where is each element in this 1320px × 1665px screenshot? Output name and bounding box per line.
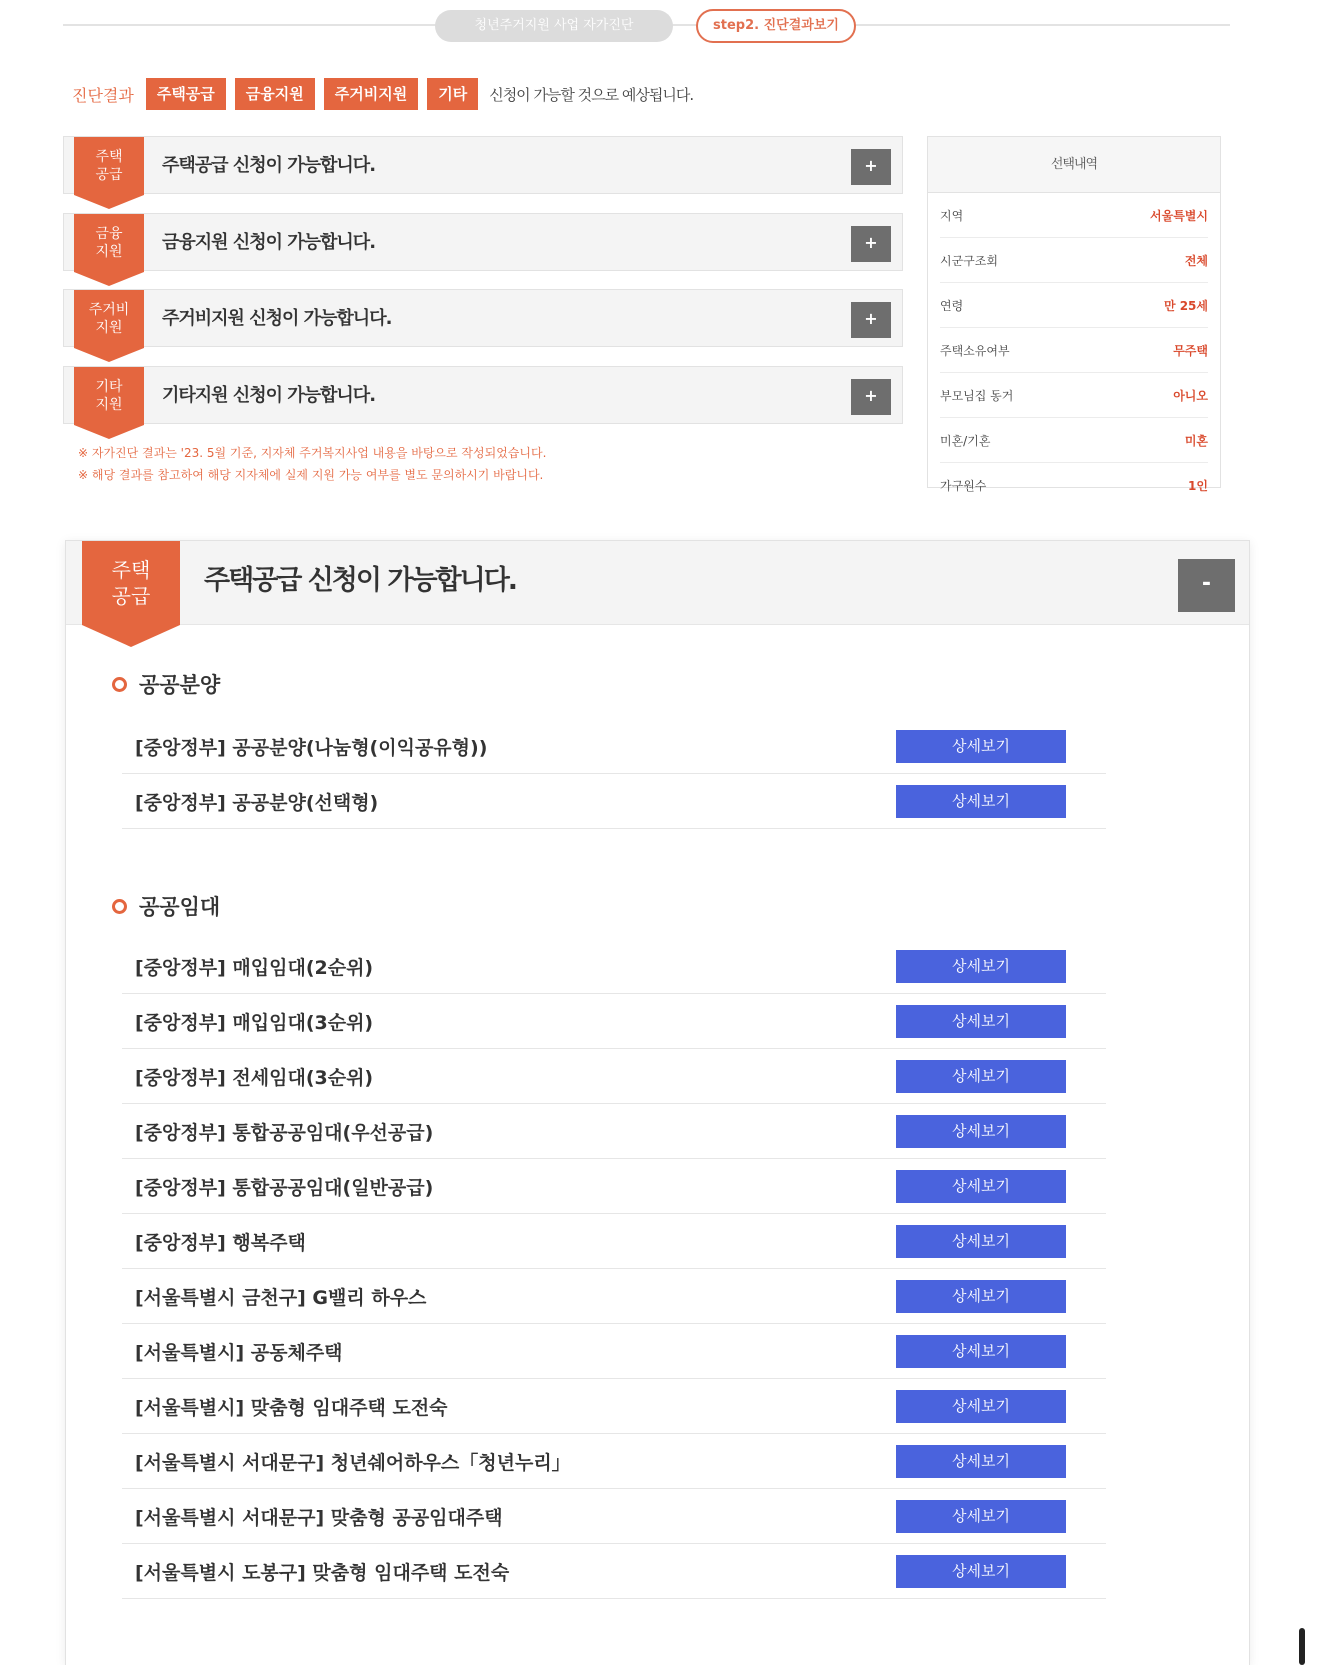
scrollbar-thumb[interactable] xyxy=(1299,1628,1305,1665)
list-item: [중앙정부] 통합공공임대(우선공급) 상세보기 xyxy=(122,1104,1106,1159)
detail-button[interactable]: 상세보기 xyxy=(896,1390,1066,1423)
category-badge: 금융 지원 xyxy=(74,214,144,272)
list-item: [중앙정부] 매입임대(2순위) 상세보기 xyxy=(122,939,1106,994)
panel-title: 주택공급 신청이 가능합니다. xyxy=(204,565,517,596)
category-badge: 주택 공급 xyxy=(74,137,144,195)
selection-row: 미혼/기혼 미혼 xyxy=(940,418,1208,463)
selection-title: 선택내역 xyxy=(928,137,1220,193)
detail-button[interactable]: 상세보기 xyxy=(896,1060,1066,1093)
public-sale-list xyxy=(122,719,1106,829)
list-item: [서울특별시] 공동체주택 상세보기 xyxy=(122,1324,1106,1379)
housing-supply-panel xyxy=(65,540,1250,1665)
chip-housing-cost-support: 주거비지원 xyxy=(324,78,418,110)
detail-button[interactable]: 상세보기 xyxy=(896,730,1066,763)
detail-button[interactable]: 상세보기 xyxy=(896,1280,1066,1313)
detail-button[interactable]: 상세보기 xyxy=(896,1115,1066,1148)
list-item: [서울특별시] 맞춤형 임대주택 도전숙 상세보기 xyxy=(122,1379,1106,1434)
category-badge: 주거비 지원 xyxy=(74,290,144,348)
category-badge: 기타 지원 xyxy=(74,367,144,425)
accordion-title: 기타지원 신청이 가능합니다. xyxy=(162,385,376,406)
detail-button[interactable]: 상세보기 xyxy=(896,1225,1066,1258)
notice-text: ※ 해당 결과를 참고하여 해당 지자체에 실제 지원 가능 여부를 별도 문의하시기 바랍니다. xyxy=(78,468,544,482)
detail-button[interactable]: 상세보기 xyxy=(896,950,1066,983)
expand-button[interactable]: + xyxy=(851,302,891,338)
accordion-title: 주택공급 신청이 가능합니다. xyxy=(162,155,376,176)
selection-row: 연령 만 25세 xyxy=(940,283,1208,328)
section-title: 공공분양 xyxy=(139,673,221,697)
diagnosis-message: 신청이 가능할 것으로 예상됩니다. xyxy=(489,85,694,104)
detail-button[interactable]: 상세보기 xyxy=(896,1170,1066,1203)
section-public-sale xyxy=(112,669,220,699)
chip-financial-support: 금융지원 xyxy=(235,78,315,110)
accordion-title: 금융지원 신청이 가능합니다. xyxy=(162,232,376,253)
selection-summary-panel xyxy=(927,136,1221,493)
accordion-financial-support[interactable] xyxy=(63,213,903,271)
list-item: [중앙정부] 공공분양(나눔형(이익공유형)) 상세보기 xyxy=(122,719,1106,774)
selection-row: 주택소유여부 무주택 xyxy=(940,328,1208,373)
chip-housing-supply: 주택공급 xyxy=(146,78,226,110)
list-item: [중앙정부] 공공분양(선택형) 상세보기 xyxy=(122,774,1106,829)
step1-tab[interactable]: 청년주거지원 사업 자가진단 xyxy=(435,10,673,42)
selection-row: 시군구조회 전체 xyxy=(940,238,1208,283)
list-item: [서울특별시 도봉구] 맞춤형 임대주택 도전숙 상세보기 xyxy=(122,1544,1106,1599)
accordion-housing-supply[interactable] xyxy=(63,136,903,194)
list-item: [서울특별시 금천구] G밸리 하우스 상세보기 xyxy=(122,1269,1106,1324)
diagnosis-label: 진단결과 xyxy=(72,85,134,105)
accordion-other-support[interactable] xyxy=(63,366,903,424)
diagnosis-row xyxy=(72,78,693,110)
section-public-rental xyxy=(112,891,220,921)
detail-button[interactable]: 상세보기 xyxy=(896,785,1066,818)
expand-button[interactable]: + xyxy=(851,379,891,415)
detail-button[interactable]: 상세보기 xyxy=(896,1335,1066,1368)
list-item: [중앙정부] 행복주택 상세보기 xyxy=(122,1214,1106,1269)
public-rental-list xyxy=(122,939,1106,1599)
accordion-title: 주거비지원 신청이 가능합니다. xyxy=(162,308,392,329)
panel-header[interactable] xyxy=(66,541,1249,625)
selection-row: 지역 서울특별시 xyxy=(940,193,1208,238)
section-title: 공공임대 xyxy=(139,895,221,919)
circle-bullet-icon xyxy=(112,677,127,692)
selection-row: 가구원수 1인 xyxy=(940,479,1208,493)
collapse-button[interactable]: - xyxy=(1178,559,1235,612)
list-item: [중앙정부] 전세임대(3순위) 상세보기 xyxy=(122,1049,1106,1104)
detail-button[interactable]: 상세보기 xyxy=(896,1555,1066,1588)
step2-tab[interactable]: step2. 진단결과보기 xyxy=(696,9,856,43)
detail-button[interactable]: 상세보기 xyxy=(896,1445,1066,1478)
detail-button[interactable]: 상세보기 xyxy=(896,1005,1066,1038)
expand-button[interactable]: + xyxy=(851,226,891,262)
selection-row: 부모님집 동거 아니오 xyxy=(940,373,1208,418)
expand-button[interactable]: + xyxy=(851,149,891,185)
list-item: [중앙정부] 통합공공임대(일반공급) 상세보기 xyxy=(122,1159,1106,1214)
accordion-housing-cost-support[interactable] xyxy=(63,289,903,347)
list-item: [서울특별시 서대문구] 청년쉐어하우스「청년누리」 상세보기 xyxy=(122,1434,1106,1489)
category-badge: 주택 공급 xyxy=(82,541,180,625)
detail-button[interactable]: 상세보기 xyxy=(896,1500,1066,1533)
list-item: [서울특별시 서대문구] 맞춤형 공공임대주택 상세보기 xyxy=(122,1489,1106,1544)
circle-bullet-icon xyxy=(112,899,127,914)
list-item: [중앙정부] 매입임대(3순위) 상세보기 xyxy=(122,994,1106,1049)
notice-text: ※ 자가진단 결과는 '23. 5월 기준, 지자체 주거복지사업 내용을 바탕으로 작성되었습니다. xyxy=(78,446,547,460)
chip-other: 기타 xyxy=(427,78,478,110)
